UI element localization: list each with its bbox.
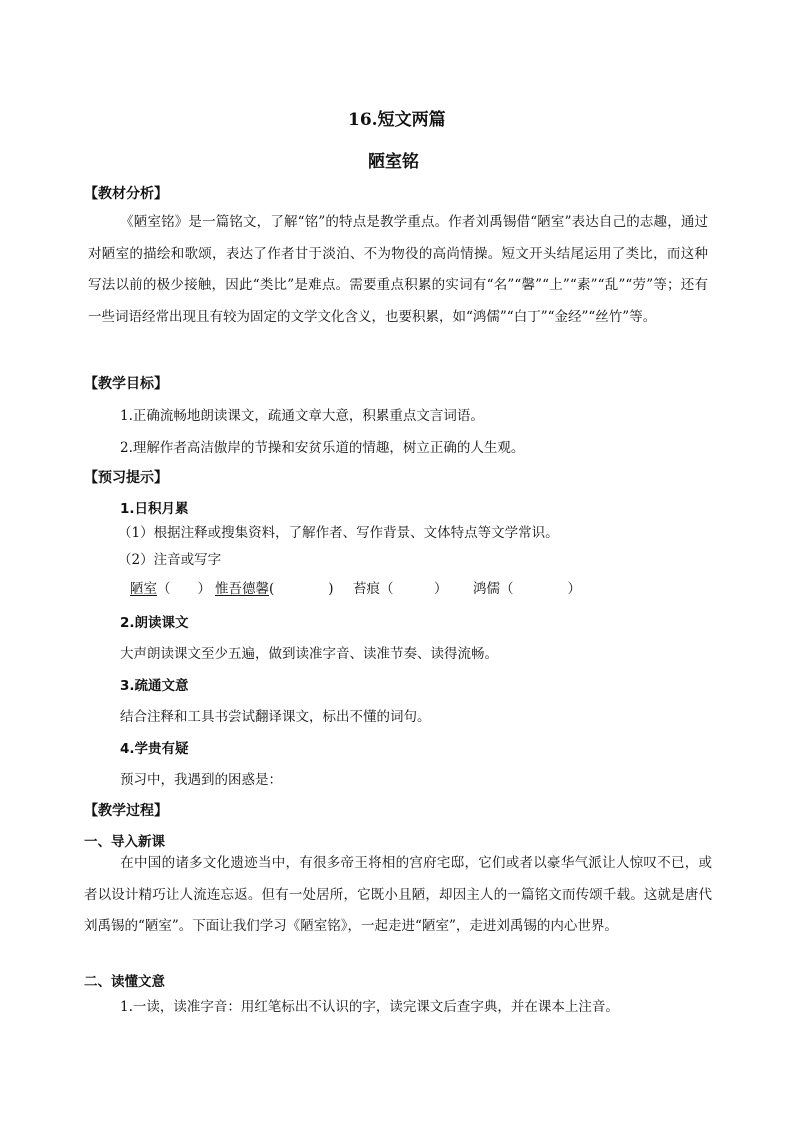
word-text: 惟吾德馨 xyxy=(215,581,269,597)
goal-item-2: 2.理解作者高洁傲岸的节操和安贫乐道的情趣，树立正确的人生观。 xyxy=(120,440,525,456)
jiaocai-paragraph xyxy=(88,207,708,333)
word-item-4 xyxy=(473,577,581,597)
yuxi-line-1: （1）根据注释或搜集资料，了解作者、写作背景、文体特点等文学常识。 xyxy=(118,525,559,541)
guocheng-text-1: 在中国的诸多文化遗迹当中，有很多帝王将相的宫府宅邸，它们或者以豪华气派让人惊叹不已，或者以设计精巧让人流连忘返。但有一处居所，它既小且陋，却因主人的一篇铭文而传颂千载。这就是唐代刘禹锡的“陋室”。下面让我们学习《陋室铭》，一起走进“陋室”，走进刘禹锡的内心世界。 xyxy=(84,855,712,934)
guocheng-subheading-1: 一、导入新课 xyxy=(84,834,165,850)
section-heading-guocheng: 【教学过程】 xyxy=(84,803,168,819)
word-text: 苔痕 xyxy=(353,581,380,597)
guocheng-item-1: 1.一读，读准字音：用红笔标出不认识的字，读完课文后查字典，并在课本上注音。 xyxy=(120,999,619,1015)
guocheng-subheading-2: 二、读懂文意 xyxy=(84,974,165,990)
word-blank: （ ） xyxy=(157,581,211,597)
document-subtitle: 陋室铭 xyxy=(368,152,419,172)
yuxi-text-2: 大声朗读课文至少五遍，做到读准字音、读准节奏、读得流畅。 xyxy=(120,646,498,662)
section-heading-mubiao: 【教学目标】 xyxy=(84,376,168,392)
yuxi-subheading-1: 1.日积月累 xyxy=(120,501,189,517)
document-title: 16.短文两篇 xyxy=(348,110,446,130)
word-text: 陋室 xyxy=(130,581,157,597)
goal-item-1: 1.正确流畅地朗读课文，疏通文章大意，积累重点文言词语。 xyxy=(120,408,484,424)
word-blank: （ ） xyxy=(380,581,448,597)
section-heading-yuxi: 【预习提示】 xyxy=(84,470,168,486)
yuxi-subheading-4: 4.学贵有疑 xyxy=(120,741,189,757)
yuxi-line-2: （2）注音或写字 xyxy=(118,552,222,568)
section-heading-jiaocai: 【教材分析】 xyxy=(84,186,168,202)
word-blank: ( ) xyxy=(269,581,334,597)
word-item-1 xyxy=(130,577,211,597)
yuxi-text-3: 结合注释和工具书尝试翻译课文，标出不懂的词句。 xyxy=(120,709,431,725)
jiaocai-text: 《陋室铭》是一篇铭文，了解“铭”的特点是教学重点。作者刘禹锡借“陋室”表达自己的志趣，通过对陋室的描绘和歌颂，表达了作者甘于淡泊、不为物役的高尚情操。短文开头结尾运用了类比，而这种写法以前的极少接触，因此“类比”是难点。需要重点积累的实词有“名”“馨”“上”“素”“乱”“劳”等；还有一些词语经常出现且有较为固定的文学文化含义，也要积累，如“鸿儒”“白丁”“金经”“丝竹”等。 xyxy=(88,214,708,325)
word-item-2 xyxy=(215,577,334,597)
word-blank: （ ） xyxy=(500,581,581,597)
word-text: 鸿儒 xyxy=(473,581,500,597)
word-item-3 xyxy=(353,577,448,597)
yuxi-subheading-3: 3.疏通文意 xyxy=(120,678,189,694)
yuxi-subheading-2: 2.朗读课文 xyxy=(120,615,189,631)
yuxi-text-4: 预习中，我遇到的困惑是： xyxy=(120,772,282,788)
guocheng-paragraph-1 xyxy=(84,848,712,943)
